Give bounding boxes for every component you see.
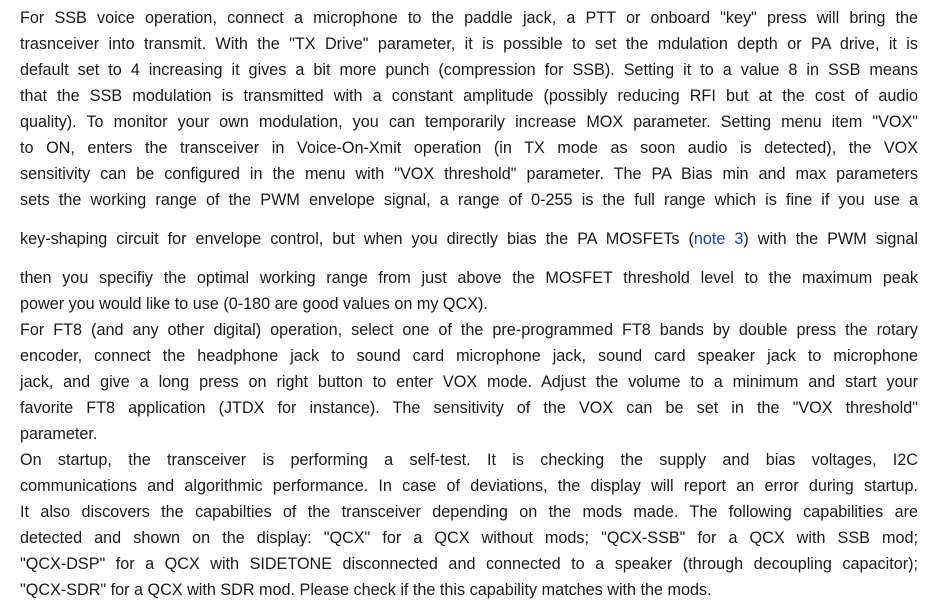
text-line: favorite FT8 application (JTDX for instance). The sensitivity of the VOX can be set in the "VOX threshold" <box>20 399 918 417</box>
text-line: encoder, connect the headphone jack to sound card microphone jack, sound card speaker jack to microphone <box>20 347 918 365</box>
paragraph-startup <box>20 447 918 603</box>
text-line: default set to 4 increasing it gives a bit more punch (compression for SSB). Setting it to a value 8 in SSB means <box>20 61 918 79</box>
text-line-with-link <box>20 226 918 252</box>
note-3-link[interactable]: note 3 <box>693 230 744 248</box>
text-line: jack, and give a long press on right button to enter VOX mode. Adjust the volume to a minimum and start your <box>20 373 918 391</box>
text-line: For FT8 (and any other digital) operation, select one of the pre-programmed FT8 bands by double press the rotary <box>20 321 918 339</box>
text-line: trasnceiver into transmit. With the "TX Drive" parameter, it is possible to set the mdulation depth or PA drive, it is <box>20 35 918 53</box>
text-line: to ON, enters the transceiver in Voice-On-Xmit operation (in TX mode as soon audio is detected), the VOX <box>20 139 918 157</box>
text-line: "QCX-DSP" for a QCX with SIDETONE disconnected and connected to a speaker (through decoupling capacitor); <box>20 555 918 573</box>
text-line: It also discovers the capabilties of the transceiver depending on the mods made. The following capabilities are <box>20 503 918 521</box>
text-segment: ) with the PWM signal <box>743 230 918 248</box>
text-line: power you would like to use (0-180 are good values on my QCX). <box>20 295 488 313</box>
text-line: communications and algorithmic performance. In case of deviations, the display will report an error during startup. <box>20 477 918 495</box>
document-page <box>20 5 918 603</box>
text-line: "QCX-SDR" for a QCX with SDR mod. Please check if the this capability matches with the mods. <box>20 581 712 599</box>
text-line: For SSB voice operation, connect a microphone to the paddle jack, a PTT or onboard "key" press will bring the <box>20 9 918 27</box>
paragraph-ft8 <box>20 317 918 447</box>
text-segment: key-shaping circuit for envelope control, but when you directly bias the PA MOSFETs ( <box>20 230 694 248</box>
text-line: then you specifiy the optimal working range from just above the MOSFET threshold level to the maximum peak <box>20 269 918 287</box>
text-line: sets the working range of the PWM envelope signal, a range of 0-255 is the full range which is fine if you use a <box>20 191 918 209</box>
text-line: On startup, the transceiver is performing a self-test. It is checking the supply and bias voltages, I2C <box>20 451 918 469</box>
text-line: detected and shown on the display: "QCX" for a QCX without mods; "QCX-SSB" for a QCX with SSB mod; <box>20 529 918 547</box>
text-line: quality). To monitor your own modulation, you can temporarily increase MOX parameter. Setting menu item "VOX" <box>20 113 918 131</box>
text-line: parameter. <box>20 425 98 443</box>
text-line: that the SSB modulation is transmitted with a constant amplitude (possibly reducing RFI but at the cost of audio <box>20 87 918 105</box>
paragraph-ssb <box>20 5 918 317</box>
text-line: sensitivity can be configured in the menu with "VOX threshold" parameter. The PA Bias min and max parameters <box>20 165 918 183</box>
